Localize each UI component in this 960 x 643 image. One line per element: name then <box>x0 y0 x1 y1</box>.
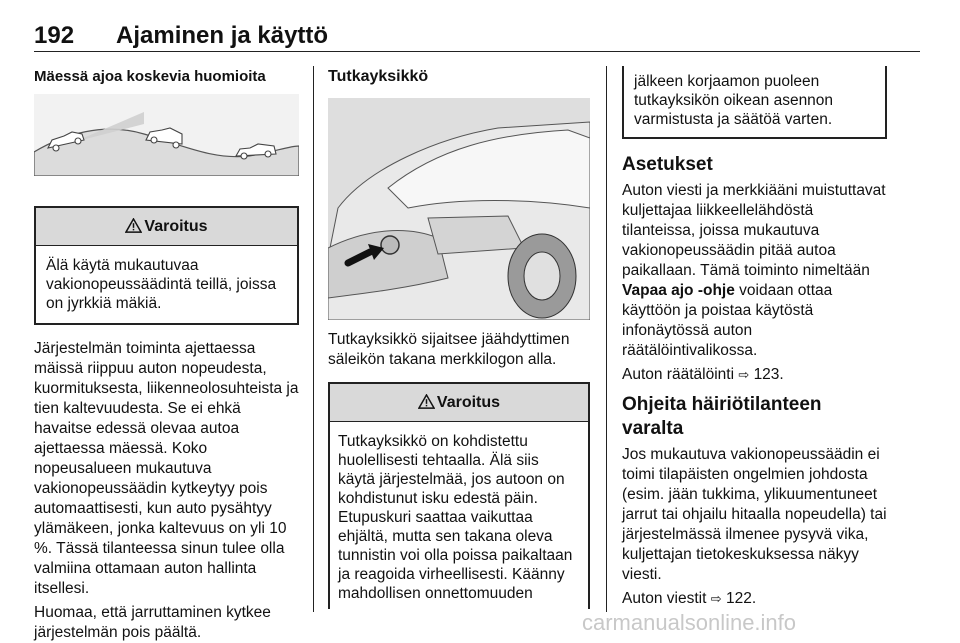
radar-unit-illustration <box>328 98 590 320</box>
heading-fault: Ohjeita häiriötilanteen varalta <box>622 394 822 439</box>
settings-text-b: voidaan ottaa käyttöön ja poistaa käytöstä infonäytössä auton räätälöintivalikossa. <box>622 282 833 359</box>
column-2 <box>328 60 590 609</box>
reference-messages <box>622 589 887 609</box>
hill-driving-illustration <box>34 94 299 176</box>
page-number: 192 <box>34 22 75 49</box>
column-divider-2 <box>606 66 607 612</box>
setting-name: Vapaa ajo -ohje <box>622 282 735 299</box>
warning-box-radar <box>328 382 590 609</box>
subheading-hills: Mäessä ajoa koskevia huomioita <box>34 68 266 85</box>
warning-triangle-icon <box>418 394 435 409</box>
settings-text-a: Auton viesti ja merkkiääni muistuttavat kuljettajaa liikkeellelähdöstä tilanteissa, joissa mukautuva vakionopeussäädin pitää autoa paikallaan. Tämä toiminto nimeltään <box>622 182 886 279</box>
header-rule <box>34 51 920 52</box>
warning-header <box>36 208 297 246</box>
warning-title: Varoitus <box>144 218 208 235</box>
warning-text: Tutkayksikkö on kohdistettu huolellisesti tehtaalla. Älä siis käytä järjestelmää, jos autoon on kohdistunut isku edestä päin. Etupuskuri saattaa vaikuttaa ehjältä, mutta sen takana oleva tunnistin voi olla poissa paikaltaan ja reagoida virheellisesti. Käänny mahdollisen onnettomuuden <box>338 433 573 602</box>
reference-text: Auton räätälöinti <box>622 366 735 383</box>
page-reference-arrow-icon: ⇨ <box>738 367 750 382</box>
column-3 <box>622 66 887 609</box>
warning-header <box>330 384 588 422</box>
page-header <box>34 22 920 52</box>
warning-box-hills <box>34 206 299 325</box>
heading-settings: Asetukset <box>622 154 713 175</box>
reference-page: 122. <box>725 590 757 607</box>
radar-caption: Tutkayksikkö sijaitsee jäähdyttimen säleikön takana merkkilogon alla. <box>328 331 570 368</box>
reference-customisation <box>622 365 887 385</box>
paragraph-fault: Jos mukautuva vakionopeussäädin ei toimi tilapäisten ongelmien johdosta (esim. jään tukkima, ylikuumentuneet jarrut tai ohjailu hitaalla nopeudella) tai järjestelmässä ilmenee pysyvä vika, kuljettajan tietokeskuksessa näkyy viesti. <box>622 446 887 583</box>
column-divider-1 <box>313 66 314 612</box>
column-1 <box>34 60 299 643</box>
reference-text: Auton viestit <box>622 590 707 607</box>
paragraph-settings <box>622 181 887 361</box>
warning-text: Älä käytä mukautuvaa vakionopeussäädintä teillä, joissa on jyrkkiä mäkiä. <box>46 257 277 312</box>
page-reference-arrow-icon: ⇨ <box>710 591 722 606</box>
reference-page: 123. <box>753 366 784 383</box>
heading-radar: Tutkayksikkö <box>328 68 429 85</box>
paragraph-hills: Järjestelmän toiminta ajettaessa mäissä riippuu auton nopeudesta, kuormituksesta, liikenneolosuhteista ja tien kaltevuudesta. Se ei ehkä havaitse edessä olevaa autoa ajettaessa mäessä. Koko nopeusalueen mukautuva vakionopeussäädin kytkeytyy pois automaattisesti, kun auto pysähtyy ylämäkeen, jonka kaltevuus on yli 10 %. Tässä tilanteessa sinun tulee olla valmiina ottamaan auton hallinta itsellesi. <box>34 340 299 597</box>
page-title: Ajaminen ja käyttö <box>116 22 329 49</box>
watermark: carmanualsonline.info <box>582 610 797 635</box>
paragraph-braking: Huomaa, että jarruttaminen kytkee järjestelmän pois päältä. <box>34 604 271 641</box>
warning-triangle-icon <box>125 218 142 233</box>
warning-title: Varoitus <box>436 394 501 411</box>
warning-continuation: jälkeen korjaamon puoleen tutkayksikön oikean asennon varmistusta ja säätöä varten. <box>622 66 887 139</box>
